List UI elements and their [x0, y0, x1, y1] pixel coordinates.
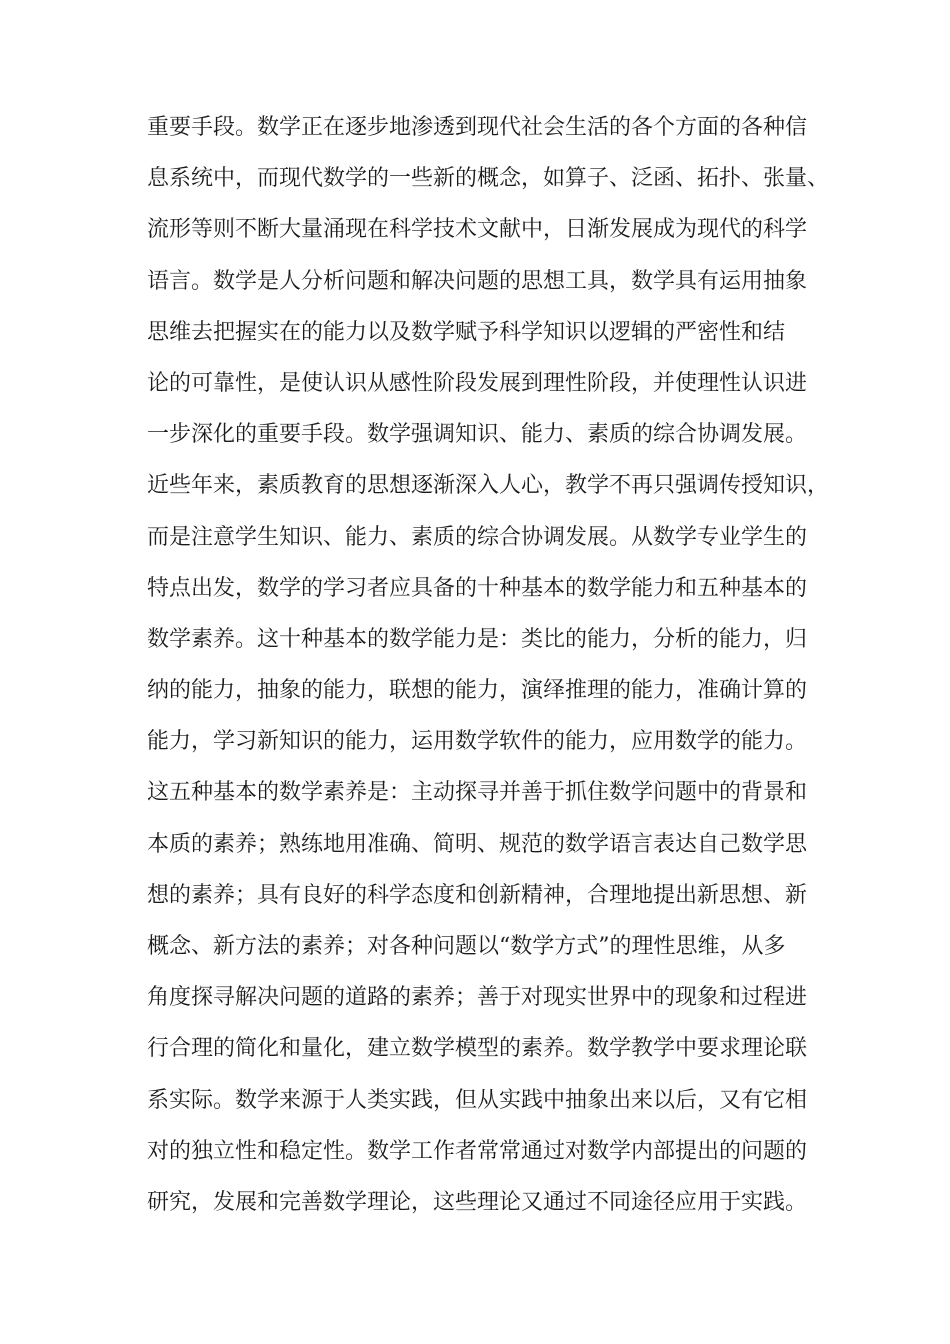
text-line: 思维去把握实在的能力以及数学赋予科学知识以逻辑的严密性和结 — [147, 319, 786, 345]
text-line: 这五种基本的数学素养是：主动探寻并善于抓住数学问题中的背景和 — [147, 780, 808, 806]
text-line: 对的独立性和稳定性。数学工作者常常通过对数学内部提出的问题的 — [147, 1138, 808, 1164]
text-line: 能力，学习新知识的能力，运用数学软件的能力，应用数学的能力。 — [147, 729, 808, 755]
text-line: 概念、新方法的素养；对各种问题以“数学方式”的理性思维，从多 — [147, 934, 786, 959]
text-line: 本质的素养；熟练地用准确、简明、规范的数学语言表达自己数学思 — [147, 831, 808, 857]
text-line: 行合理的简化和量化，建立数学模型的素养。数学教学中要求理论联 — [147, 1036, 808, 1062]
text-line: 近些年来，素质教育的思想逐渐深入人心，教学不再只强调传授知识， — [147, 473, 830, 499]
text-line: 数学素养。这十种基本的数学能力是：类比的能力，分析的能力，归 — [147, 626, 808, 652]
text-line: 系实际。数学来源于人类实践，但从实践中抽象出来以后，又有它相 — [147, 1087, 808, 1113]
text-line: 特点出发，数学的学习者应具备的十种基本的数学能力和五种基本的 — [147, 575, 808, 601]
text-line: 研究，发展和完善数学理论，这些理论又通过不同途径应用于实践。 — [147, 1189, 808, 1215]
text-line: 流形等则不断大量涌现在科学技术文献中，日渐发展成为现代的科学 — [147, 217, 808, 243]
text-line: 而是注意学生知识、能力、素质的综合协调发展。从数学专业学生的 — [147, 524, 808, 550]
text-line: 论的可靠性，是使认识从感性阶段发展到理性阶段，并使理性认识进 — [147, 370, 808, 396]
body-paragraph — [147, 102, 830, 1228]
text-line: 角度探寻解决问题的道路的素养；善于对现实世界中的现象和过程进 — [147, 985, 808, 1011]
text-line: 想的素养；具有良好的科学态度和创新精神，合理地提出新思想、新 — [147, 882, 808, 908]
text-line: 语言。数学是人分析问题和解决问题的思想工具，数学具有运用抽象 — [147, 268, 808, 294]
text-line: 一步深化的重要手段。数学强调知识、能力、素质的综合协调发展。 — [147, 422, 808, 448]
text-line: 重要手段。数学正在逐步地渗透到现代社会生活的各个方面的各种信 — [147, 115, 808, 140]
text-line: 纳的能力，抽象的能力，联想的能力，演绎推理的能力，准确计算的 — [147, 678, 808, 704]
text-line: 息系统中，而现代数学的一些新的概念，如算子、泛函、拓扑、张量、 — [147, 166, 830, 192]
